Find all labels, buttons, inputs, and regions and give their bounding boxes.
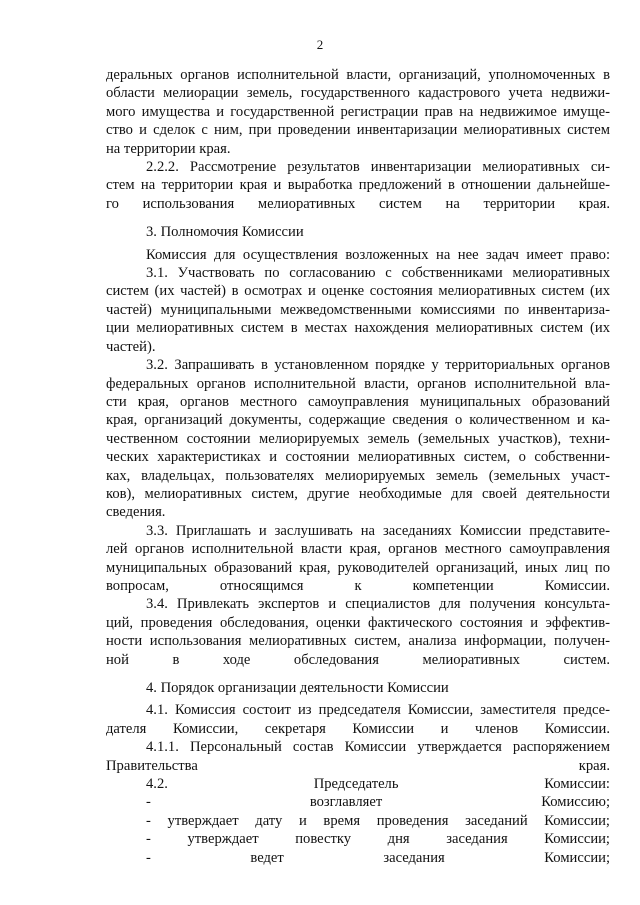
text-line: - утверждает повестку дня заседания Комиссии; — [146, 831, 610, 848]
text-line: ции мелиоративных систем в местах нахождения мелиоративных систем (их — [106, 320, 610, 337]
paragraph-rights-intro — [106, 246, 610, 264]
text-line: муниципальных образований края, руководителей организаций, иных лиц по — [106, 559, 610, 576]
text-line: 2.2.2. Рассмотрение результатов инвентаризации мелиоративных си- — [146, 159, 610, 176]
text-line: мого имущества и государственной регистрации прав на недвижимое имуще- — [106, 103, 610, 120]
text-line: ство и сделок с ним, при проведении инвентаризации мелиоративных систем — [106, 122, 610, 139]
paragraph-4-2 — [106, 775, 610, 793]
text-line: лей органов исполнительной власти края, органов местного самоуправления — [106, 541, 610, 558]
text-line: дателя Комиссии, секретаря Комиссии и членов Комиссии. — [106, 720, 610, 737]
paragraph-3-4 — [106, 595, 610, 669]
section-heading-4: 4. Порядок организации деятельности Комиссии — [146, 680, 449, 696]
document-body — [106, 66, 610, 867]
text-line: ности использования мелиоративных систем, анализа информации, получен- — [106, 633, 610, 650]
list-item — [106, 812, 610, 830]
text-line: стем на территории края и выработка предложений в отношении дальнейше- — [106, 177, 610, 194]
paragraph-3-3 — [106, 522, 610, 596]
text-line: - ведет заседания Комиссии; — [146, 849, 610, 866]
spacer — [106, 213, 610, 223]
list-item — [106, 830, 610, 848]
text-line: Комиссия для осуществления возложенных на нее задач имеет право: — [146, 246, 610, 263]
paragraph-4-1 — [106, 701, 610, 738]
text-line: 3.1. Участвовать по согласованию с собственниками мелиоративных — [146, 265, 610, 282]
paragraph-3-2 — [106, 356, 610, 522]
text-line: систем (их частей) в осмотрах и оценке состояния мелиоративных систем (их — [106, 283, 610, 300]
text-line: 3.3. Приглашать и заслушивать на заседаниях Комиссии представите- — [146, 522, 610, 539]
text-line: деральных органов исполнительной власти, организаций, уполномоченных в — [106, 67, 610, 83]
text-line: 4.2. Председатель Комиссии: — [146, 776, 610, 793]
text-line: вопросам, относящимся к компетенции Комиссии. — [106, 577, 610, 594]
text-line: сведения. — [106, 504, 166, 521]
text-line: Правительства края. — [106, 757, 610, 774]
text-line: 3.2. Запрашивать в установленном порядке у территориальных органов — [146, 357, 610, 374]
text-line: го использования мелиоративных систем на территории края. — [106, 195, 610, 212]
page-number: 2 — [316, 37, 324, 52]
text-line: 4.1.1. Персональный состав Комиссии утверждается распоряжением — [146, 739, 610, 756]
text-line: области мелиорации земель, государственного кадастрового учета недвижи- — [106, 85, 610, 102]
text-line: 3.4. Привлекать экспертов и специалистов для получения консульта- — [146, 596, 610, 613]
text-line: 4.1. Комиссия состоит из председателя Комиссии, заместителя предсе- — [146, 702, 610, 719]
paragraph-4-1-1 — [106, 738, 610, 775]
list-item — [106, 849, 610, 867]
paragraph-2-2-2 — [106, 158, 610, 213]
text-line: ций, проведения обследования, оценки фактического состояния и эффектив- — [106, 614, 610, 631]
text-line: - возглавляет Комиссию; — [146, 794, 610, 811]
text-line: - утверждает дату и время проведения заседаний Комиссии; — [146, 812, 610, 829]
text-line: края, организаций документы, содержащие сведения о количественном и ка- — [106, 412, 610, 429]
text-line: сти края, органов местного самоуправления муниципальных образований — [106, 393, 610, 410]
paragraph-continuation — [106, 66, 610, 158]
text-line: ков), мелиоративных систем, другие необходимые для своей деятельности — [106, 485, 610, 502]
text-line: частей). — [106, 338, 156, 355]
text-line: чественном состоянии мелиорируемых земель (земельных участков), техни- — [106, 430, 610, 447]
text-line: ках, владельцах, пользователях мелиорируемых земель (земельных участ- — [106, 467, 610, 484]
list-item — [106, 793, 610, 811]
text-line: частей) муниципальными межведомственными комиссиями по инвентариза- — [106, 301, 610, 318]
text-line: федеральных органов исполнительной власти, органов исполнительной вла- — [106, 375, 610, 392]
text-line: на территории края. — [106, 140, 231, 157]
text-line: ной в ходе обследования мелиоративных систем. — [106, 651, 610, 668]
spacer — [106, 669, 610, 679]
paragraph-3-1 — [106, 264, 610, 356]
text-line: ческих характеристиках и состоянии мелиоративных систем, о собственни- — [106, 449, 610, 466]
section-heading-3: 3. Полномочия Комиссии — [146, 224, 304, 241]
